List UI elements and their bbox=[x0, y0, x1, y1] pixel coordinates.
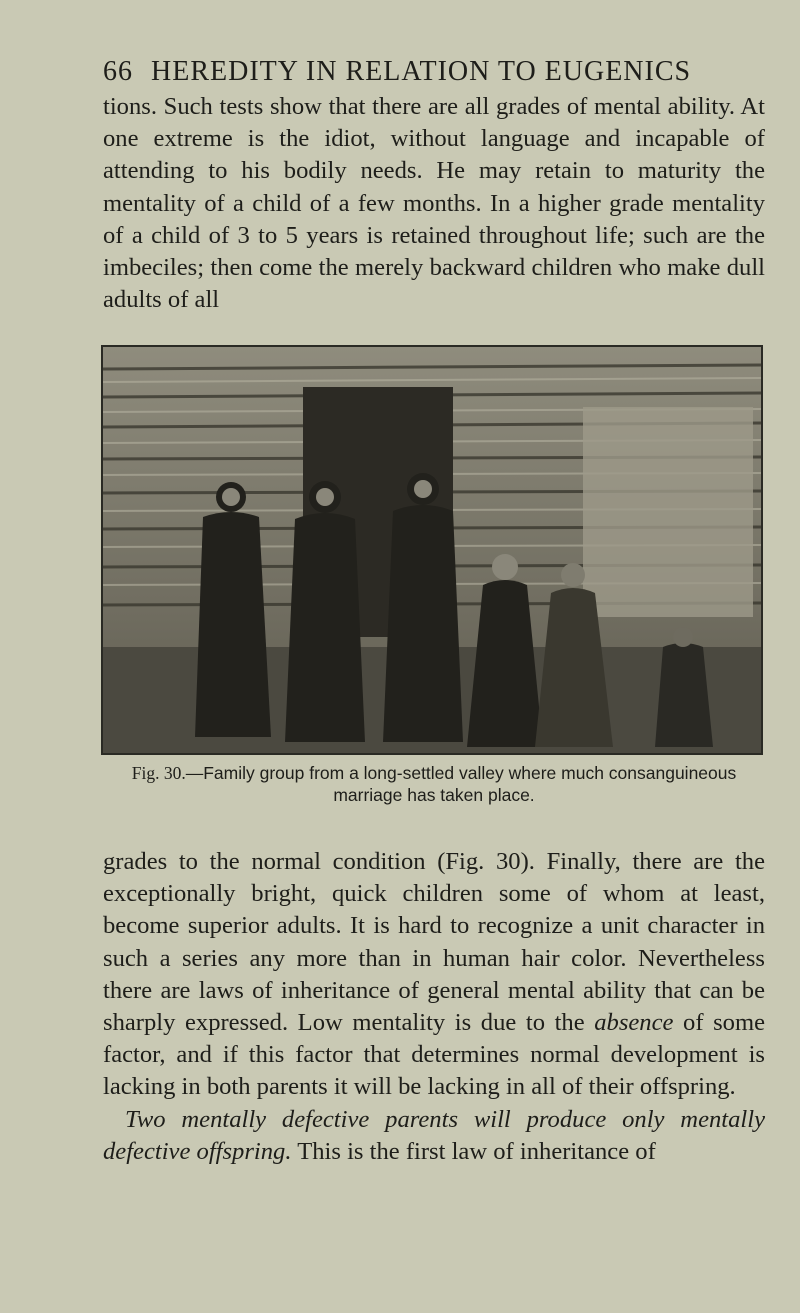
running-title: HEREDITY IN RELATION TO EUGENICS bbox=[151, 56, 692, 87]
bottom-paragraph bbox=[103, 846, 765, 1168]
law-paragraph-text: This is the first law of inheritance of bbox=[291, 1137, 656, 1165]
family-photograph bbox=[101, 345, 763, 755]
top-paragraph: tions. Such tests show that there are all grades of mental ability. At one extreme is the idiot, without language and incapable of attending to his bodily needs. He may retain to maturity the mentality of a child of a few months. In a higher grade mentality of a child of 3 to 5 years is retained throughout life; such are the imbeciles; then come the merely backward children who make dull adults of all bbox=[103, 93, 765, 314]
figure-caption-text: —Family group from a long-settled valley where much consanguineous marriage has taken place. bbox=[185, 763, 737, 805]
running-header bbox=[103, 56, 743, 88]
law-paragraph bbox=[103, 1104, 765, 1168]
bottom-paragraph-text-end: of some factor, and if this factor that determines normal development is lacking in both parents it will be lacking in all of their offspring. bbox=[103, 1009, 765, 1101]
law-statement: Two mentally defective parents will produce only mentally defective offspring. bbox=[103, 1105, 765, 1165]
photo-illustration bbox=[103, 347, 761, 753]
figure-label: Fig. 30. bbox=[131, 763, 186, 783]
emphasized-word: absence bbox=[594, 1009, 674, 1037]
bottom-paragraph-text: grades to the normal condition (Fig. 30). Finally, there are the exceptionally bright, quick children some of whom at least, become superior adults. It is hard to recognize a unit character in such a series any more than in human hair color. Nevertheless there are laws of inheritance of general mental ability that can be sharply expressed. Low mentality is due to the bbox=[103, 848, 765, 1037]
figure-caption bbox=[103, 762, 765, 806]
page-number: 66 bbox=[103, 56, 133, 87]
